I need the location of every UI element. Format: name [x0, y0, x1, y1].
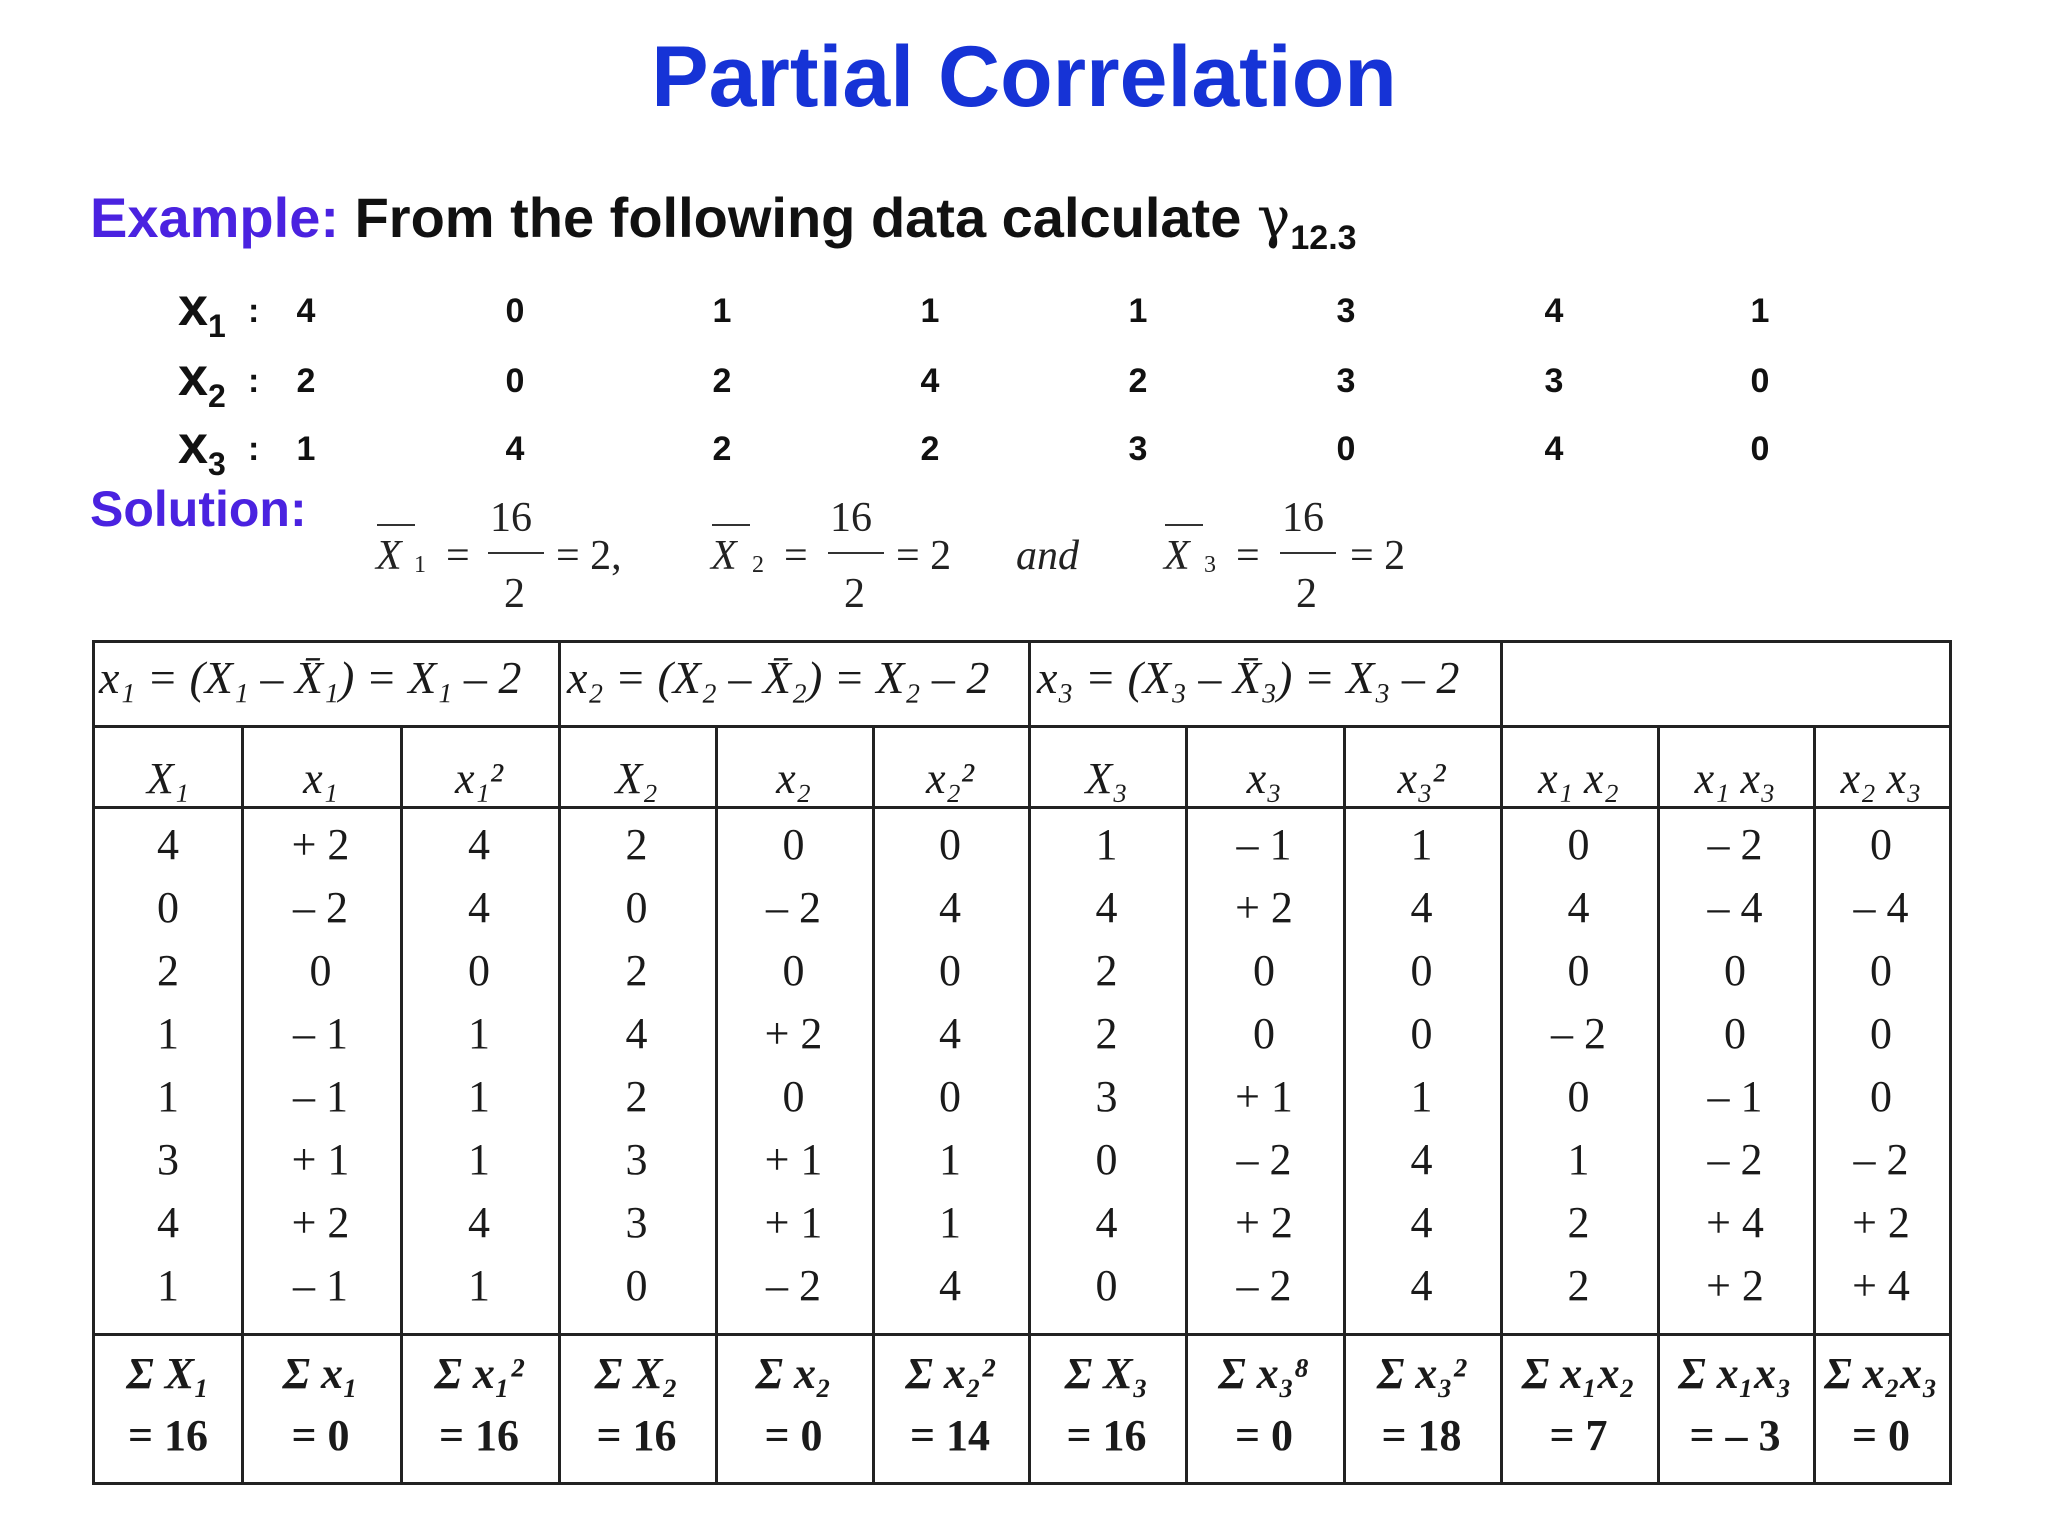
data-value: 0 — [1750, 362, 1770, 400]
data-value: 2 — [920, 430, 940, 468]
column-header: X₂ — [615, 754, 658, 803]
data-value: 2 — [296, 362, 316, 400]
table-cell: 4 — [1410, 883, 1433, 932]
column-total — [1343, 1343, 1500, 1467]
table-cell: + 2 — [1235, 883, 1293, 932]
table-cell: 0 — [1253, 1009, 1275, 1058]
data-value: 1 — [296, 430, 316, 468]
data-row-colon: : — [248, 430, 260, 468]
table-cell: 0 — [1870, 820, 1892, 869]
data-row-colon: : — [248, 362, 260, 400]
table-cell: 4 — [1567, 883, 1590, 932]
table-cell: – 1 — [1707, 1072, 1763, 1121]
table-rule — [1500, 643, 1503, 725]
total-value: = 14 — [909, 1411, 991, 1460]
table-cell: + 4 — [1852, 1261, 1910, 1310]
column-total — [715, 1343, 872, 1467]
table-cell: – 1 — [293, 1009, 348, 1058]
table-cell: 4 — [468, 820, 490, 869]
table-cell: 1 — [157, 1261, 179, 1310]
column-header: x₂ — [776, 754, 811, 803]
mean-2-num: 16 — [830, 495, 872, 541]
table-cell: 3 — [157, 1135, 179, 1184]
table-column — [95, 813, 241, 1317]
table-cell: 0 — [939, 1072, 961, 1121]
mean-1-sub: 1 — [414, 552, 426, 578]
gamma-symbol: γ — [1256, 186, 1291, 251]
table-cell: – 2 — [293, 883, 348, 932]
table-cell: 2 — [625, 946, 648, 995]
data-value: 3 — [1336, 292, 1356, 330]
table-cell: – 2 — [766, 883, 821, 932]
total-value: = 7 — [1549, 1411, 1608, 1460]
table-cell: 3 — [1095, 1072, 1118, 1121]
column-header: x₁² — [454, 754, 504, 803]
table-cell: + 2 — [1235, 1198, 1293, 1247]
data-row-label: $x_1$ — [178, 277, 226, 344]
table-cell: 1 — [157, 1072, 179, 1121]
table-cell: 4 — [468, 883, 490, 932]
data-value: 3 — [1128, 430, 1148, 468]
example-label: Example: — [90, 186, 339, 249]
table-cell: 2 — [1095, 1009, 1118, 1058]
mean-2-symbol: X — [711, 533, 737, 579]
mean-2-den: 2 — [844, 571, 865, 617]
table-cell: 4 — [939, 1261, 961, 1310]
table-column — [1657, 813, 1813, 1317]
table-cell: – 1 — [293, 1261, 348, 1310]
table-cell: 0 — [468, 946, 490, 995]
table-cell: 0 — [1567, 946, 1590, 995]
mean-1-den: 2 — [504, 571, 525, 617]
table-cell: 0 — [1567, 1072, 1590, 1121]
table-cell: 4 — [939, 1009, 961, 1058]
column-header: x₁ x₂ — [1538, 754, 1619, 803]
table-cell: 1 — [1410, 1072, 1433, 1121]
mean-2-result: = 2 — [896, 533, 952, 579]
table-cell: + 2 — [291, 820, 350, 869]
table-column — [872, 813, 1028, 1317]
column-total — [558, 1343, 715, 1467]
column-total — [400, 1343, 558, 1467]
table-cell: – 2 — [1236, 1135, 1292, 1184]
table-cell: + 2 — [1852, 1198, 1910, 1247]
data-row-colon: : — [248, 292, 260, 330]
table-cell: 1 — [939, 1198, 961, 1247]
table-column — [1500, 813, 1657, 1317]
example-statement — [90, 185, 1357, 258]
deviation-definition-2: x₂ = (X₂ – X̄₂) = X₂ – 2 — [567, 652, 990, 703]
table-cell: 0 — [1870, 946, 1892, 995]
table-cell: 1 — [468, 1009, 490, 1058]
table-cell: 0 — [1253, 946, 1275, 995]
mean-3-sub: 3 — [1204, 552, 1216, 578]
mean-1-symbol: X — [376, 533, 402, 579]
table-cell: – 2 — [766, 1261, 821, 1310]
total-value: = 0 — [291, 1411, 350, 1460]
deviation-definition-1: x₁ = (X₁ – X̄₁) = X₁ – 2 — [99, 652, 522, 703]
table-cell: 1 — [1410, 820, 1433, 869]
table-cell: 0 — [1410, 946, 1433, 995]
table-cell: 4 — [1095, 883, 1118, 932]
total-value: = 16 — [438, 1411, 520, 1460]
table-cell: – 1 — [293, 1072, 348, 1121]
total-label: Σ x₂ — [755, 1349, 832, 1398]
column-total — [1028, 1343, 1185, 1467]
data-value: 0 — [1750, 430, 1770, 468]
table-column — [1028, 813, 1185, 1317]
page-title: Partial Correlation — [651, 29, 1397, 125]
column-total — [95, 1343, 241, 1467]
table-column — [1185, 813, 1343, 1317]
table-cell: 2 — [625, 820, 648, 869]
table-cell: – 4 — [1853, 883, 1909, 932]
table-cell: + 1 — [764, 1198, 823, 1247]
column-header: x₂² — [925, 754, 975, 803]
data-value: 0 — [505, 362, 525, 400]
table-cell: 0 — [1095, 1135, 1118, 1184]
calculation-table — [92, 640, 1952, 1485]
data-value: 1 — [1750, 292, 1770, 330]
table-column — [1343, 813, 1500, 1317]
table-cell: + 2 — [1706, 1261, 1764, 1310]
mean-3-den: 2 — [1296, 571, 1317, 617]
table-column — [558, 813, 715, 1317]
data-row-x2 — [178, 347, 1878, 420]
table-column — [1813, 813, 1949, 1317]
mean-1-eq: = — [446, 533, 470, 579]
column-header: x₃ — [1246, 754, 1282, 803]
table-cell: – 2 — [1551, 1009, 1606, 1058]
table-rule — [95, 725, 1949, 728]
data-row-label: $x_3$ — [178, 415, 226, 482]
table-cell: – 2 — [1707, 1135, 1763, 1184]
total-label: Σ X₂ — [595, 1349, 678, 1398]
table-cell: 4 — [157, 820, 179, 869]
table-cell: – 2 — [1707, 820, 1763, 869]
table-rule — [95, 1333, 1949, 1336]
mean-1-num: 16 — [490, 495, 532, 541]
total-label: Σ x₃⁸ — [1218, 1349, 1310, 1398]
table-cell: + 1 — [764, 1135, 823, 1184]
mean-3-result: = 2 — [1350, 533, 1406, 579]
table-cell: 4 — [1410, 1198, 1433, 1247]
and-word: and — [1016, 533, 1079, 579]
table-cell: – 2 — [1236, 1261, 1292, 1310]
total-label: Σ x₃² — [1377, 1349, 1466, 1398]
total-value: = 16 — [596, 1411, 677, 1460]
mean-1-result: = 2, — [556, 533, 622, 579]
table-cell: 1 — [157, 1009, 179, 1058]
column-header: X₁ — [146, 754, 190, 803]
total-label: Σ x₂² — [905, 1349, 995, 1398]
table-cell: 0 — [1870, 1009, 1892, 1058]
data-row-label: $x_2$ — [178, 347, 226, 414]
table-cell: 1 — [468, 1072, 490, 1121]
table-rule — [1028, 643, 1031, 725]
data-value: 2 — [1128, 362, 1148, 400]
data-value: 2 — [712, 430, 732, 468]
table-cell: 3 — [625, 1135, 648, 1184]
table-cell: + 1 — [291, 1135, 350, 1184]
table-cell: + 1 — [1235, 1072, 1293, 1121]
table-cell: 0 — [939, 946, 961, 995]
data-value: 4 — [1544, 430, 1564, 468]
column-total — [241, 1343, 400, 1467]
total-label: Σ x₁x₂ — [1522, 1349, 1635, 1398]
column-header: x₃² — [1397, 754, 1446, 803]
table-cell: 4 — [625, 1009, 648, 1058]
data-value: 1 — [920, 292, 940, 330]
column-total — [1813, 1343, 1949, 1467]
total-label: Σ x₁ — [282, 1349, 359, 1398]
mean-3-symbol: X — [1164, 533, 1190, 579]
table-cell: 2 — [625, 1072, 648, 1121]
mean-2-sub: 2 — [752, 552, 764, 578]
table-cell: 4 — [1410, 1135, 1433, 1184]
table-rule — [558, 643, 561, 725]
column-total — [1185, 1343, 1343, 1467]
deviation-definition-3: x₃ = (X₃ – X̄₃) = X₃ – 2 — [1037, 652, 1460, 703]
total-label: Σ x₁² — [434, 1349, 524, 1398]
table-cell: 2 — [1567, 1261, 1590, 1310]
column-header: x₁ — [303, 754, 338, 803]
table-cell: 0 — [1410, 1009, 1433, 1058]
data-row-x1 — [178, 277, 1878, 350]
data-value: 0 — [505, 292, 525, 330]
total-label: Σ x₂x₃ — [1824, 1349, 1938, 1398]
data-value: 4 — [296, 292, 316, 330]
total-value: = 18 — [1381, 1411, 1462, 1460]
column-total — [1657, 1343, 1813, 1467]
table-cell: 1 — [939, 1135, 961, 1184]
mean-3-eq: = — [1236, 533, 1260, 579]
table-cell: 0 — [782, 1072, 805, 1121]
table-cell: 0 — [1724, 1009, 1746, 1058]
table-cell: – 4 — [1707, 883, 1763, 932]
table-cell: 0 — [1724, 946, 1746, 995]
table-cell: 1 — [468, 1135, 490, 1184]
total-label: Σ X₁ — [126, 1349, 210, 1398]
table-cell: 2 — [157, 946, 179, 995]
table-cell: 3 — [625, 1198, 648, 1247]
table-cell: 0 — [1095, 1261, 1118, 1310]
column-total — [1500, 1343, 1657, 1467]
column-total — [872, 1343, 1028, 1467]
table-column — [715, 813, 872, 1317]
data-value: 4 — [505, 430, 525, 468]
total-value: = 0 — [1234, 1411, 1294, 1460]
table-cell: 4 — [157, 1198, 179, 1247]
table-cell: 4 — [1095, 1198, 1118, 1247]
data-value: 2 — [712, 362, 732, 400]
data-value: 1 — [1128, 292, 1148, 330]
table-cell: 0 — [309, 946, 332, 995]
table-cell: 0 — [782, 946, 805, 995]
table-cell: 4 — [1410, 1261, 1433, 1310]
total-value: = 0 — [1851, 1411, 1911, 1460]
total-label: Σ X₃ — [1065, 1349, 1148, 1398]
column-header: x₂ x₃ — [1840, 754, 1922, 803]
table-column — [400, 813, 558, 1317]
table-cell: 0 — [939, 820, 961, 869]
solution-label: Solution: — [90, 481, 307, 537]
total-value: = 0 — [764, 1411, 823, 1460]
table-cell: 1 — [468, 1261, 490, 1310]
table-cell: 0 — [1870, 1072, 1892, 1121]
data-value: 4 — [920, 362, 940, 400]
table-cell: 0 — [625, 1261, 648, 1310]
data-value: 3 — [1336, 362, 1356, 400]
table-cell: 2 — [1095, 946, 1118, 995]
data-value: 4 — [1544, 292, 1564, 330]
table-cell: + 4 — [1706, 1198, 1764, 1247]
example-text: From the following data calculate — [354, 186, 1257, 249]
total-value: = 16 — [127, 1411, 209, 1460]
table-cell: – 2 — [1853, 1135, 1909, 1184]
column-header: x₁ x₃ — [1694, 754, 1776, 803]
data-value: 3 — [1544, 362, 1564, 400]
table-cell: 0 — [782, 820, 805, 869]
total-value: = – 3 — [1689, 1411, 1781, 1460]
total-label: Σ x₁x₃ — [1678, 1349, 1792, 1398]
mean-2-eq: = — [784, 533, 808, 579]
table-cell: + 2 — [764, 1009, 823, 1058]
table-cell: 4 — [468, 1198, 490, 1247]
table-cell: 0 — [157, 883, 179, 932]
table-cell: 1 — [1095, 820, 1118, 869]
column-header: X₃ — [1085, 754, 1128, 803]
mean-3-num: 16 — [1282, 495, 1324, 541]
table-cell: 2 — [1567, 1198, 1590, 1247]
table-cell: + 2 — [291, 1198, 350, 1247]
gamma-subscript: 12.3 — [1290, 219, 1357, 258]
table-cell: – 1 — [1236, 820, 1292, 869]
table-cell: 0 — [1567, 820, 1590, 869]
table-cell: 1 — [1567, 1135, 1590, 1184]
table-rule — [95, 806, 1949, 809]
table-column — [241, 813, 400, 1317]
data-row-x3 — [178, 415, 1878, 488]
data-value: 0 — [1336, 430, 1356, 468]
total-value: = 16 — [1066, 1411, 1147, 1460]
table-cell: 4 — [939, 883, 961, 932]
data-value: 1 — [712, 292, 732, 330]
table-cell: 0 — [625, 883, 648, 932]
